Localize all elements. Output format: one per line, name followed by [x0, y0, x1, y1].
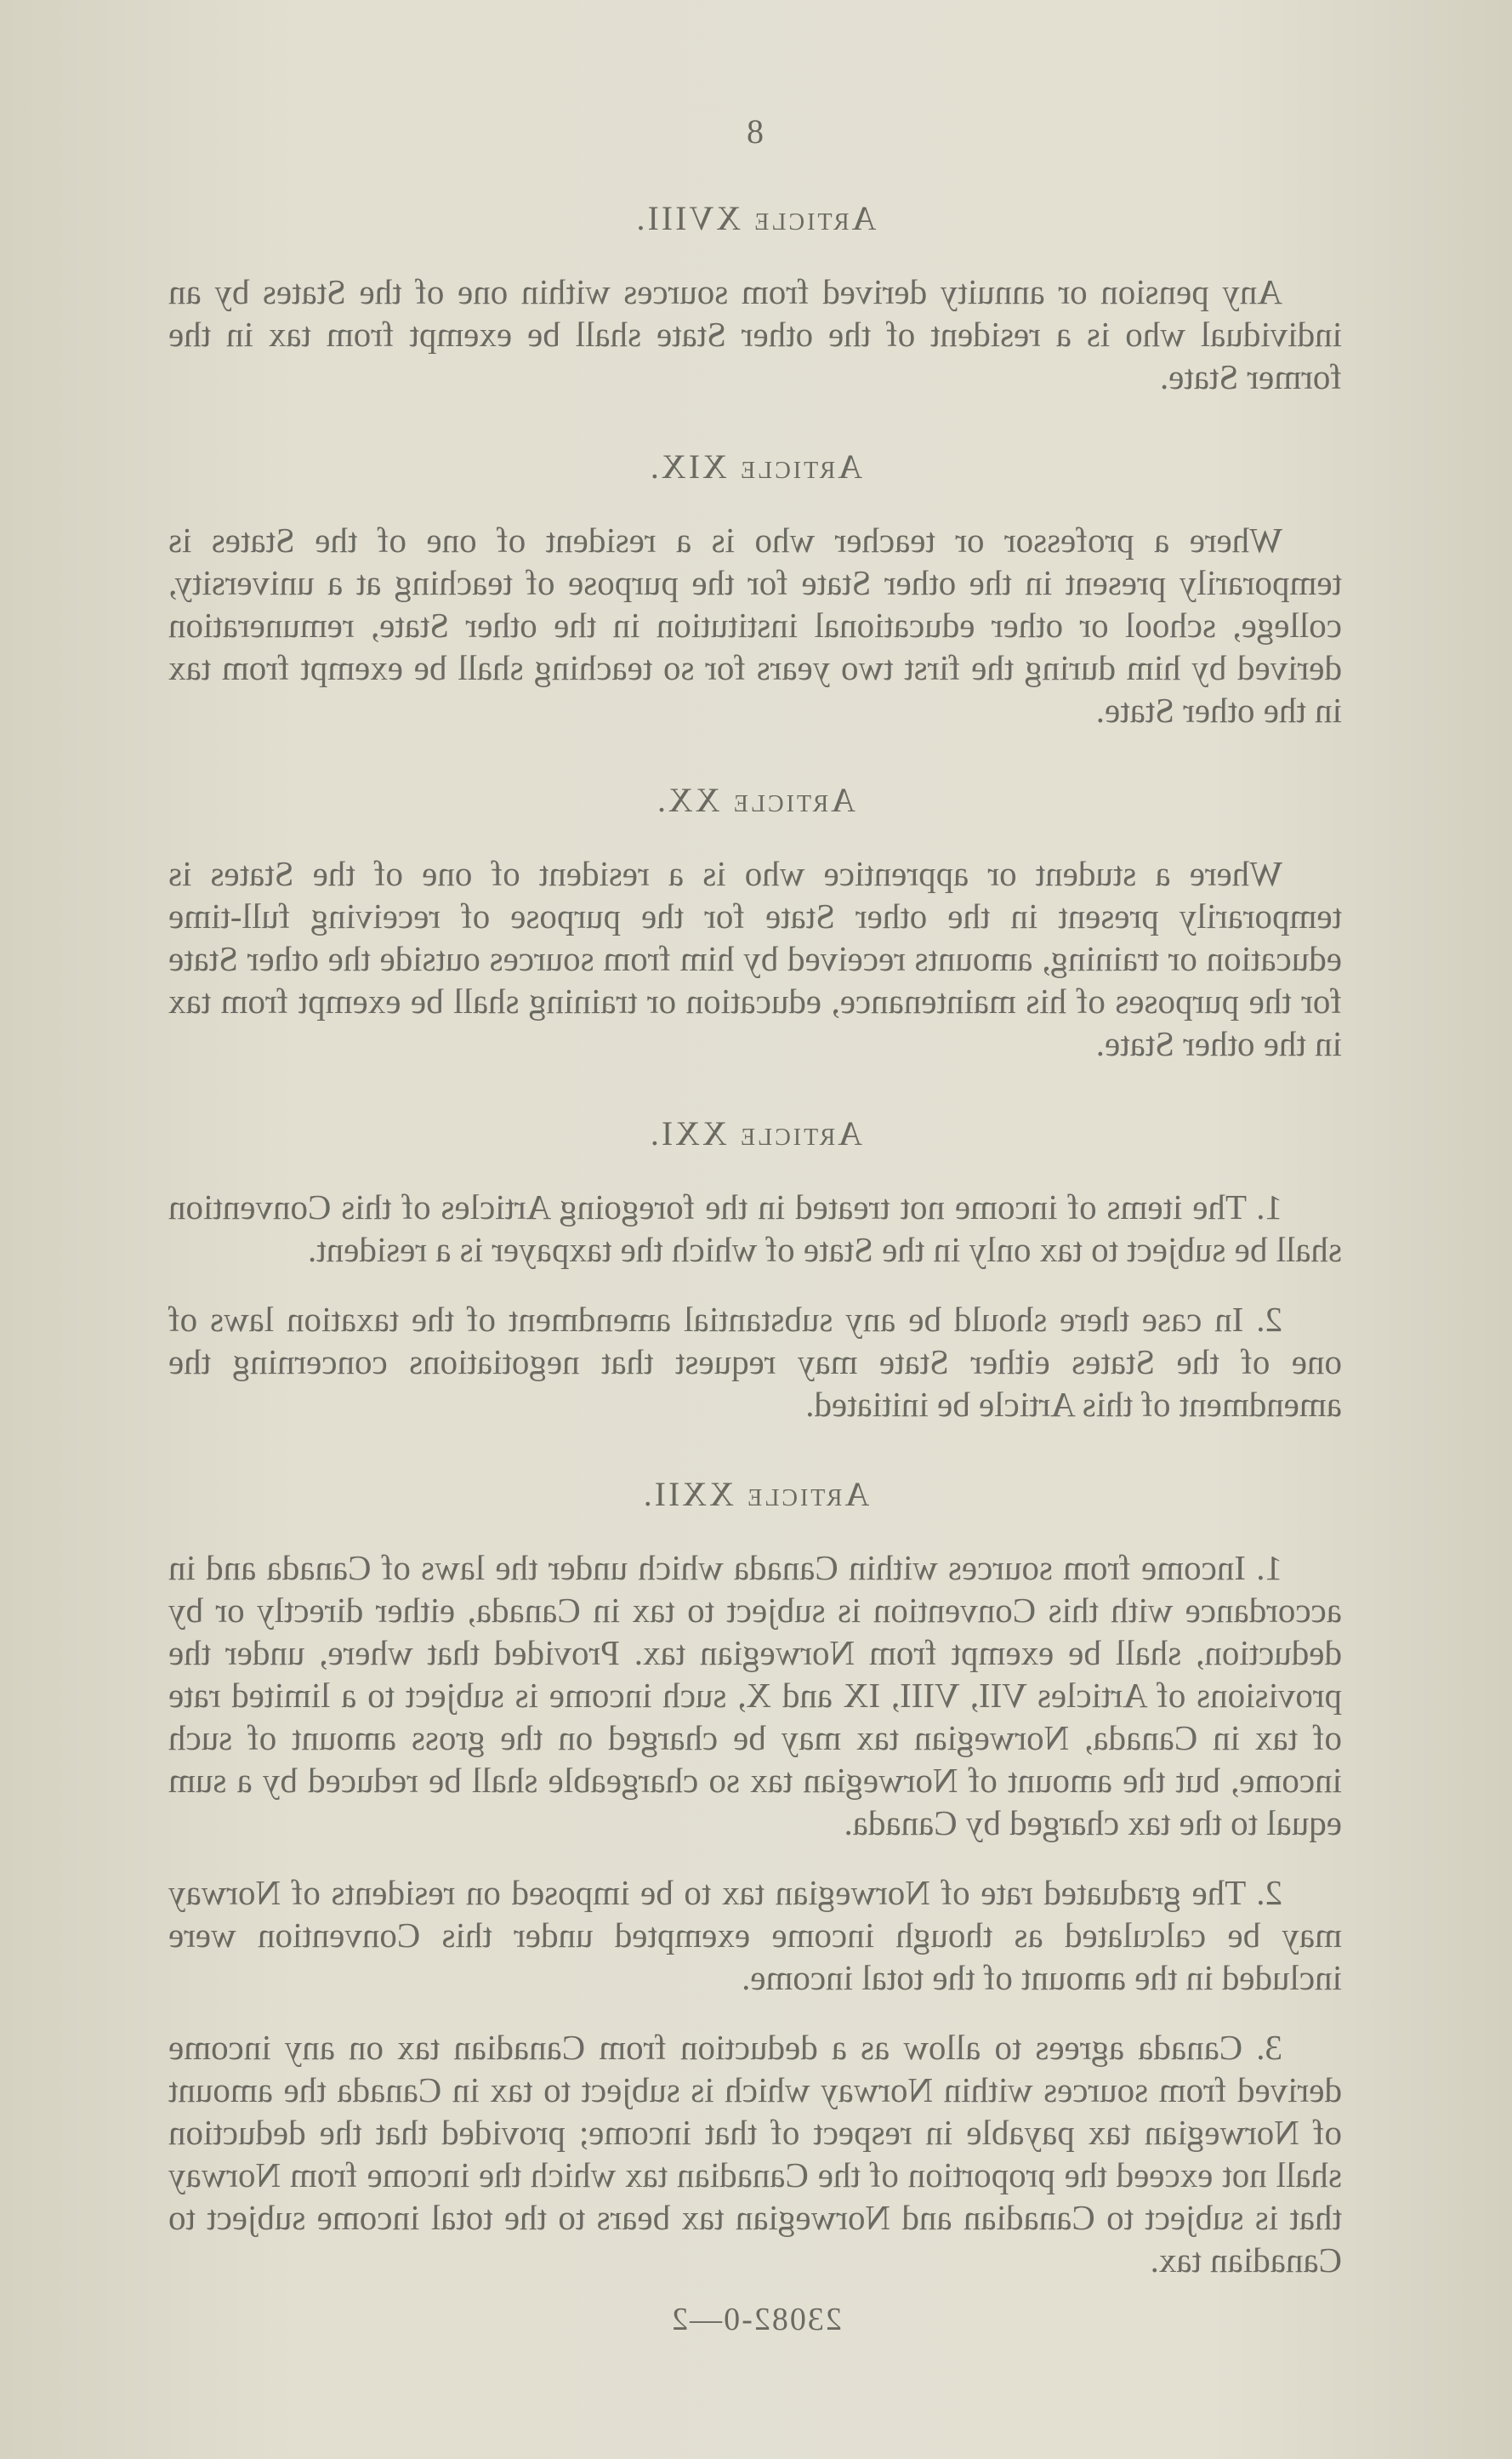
article-paragraph: Where a student or apprentice who is a resident of one of the States is temporarily present in the other State for the purpose of receiving full-time education or training, amounts received by him from sources outside the other State for the purposes of his maintenance, education or training shall be exempt from tax in the other State. — [168, 854, 1342, 1063]
text-column — [168, 111, 1342, 2329]
article-heading: Article XVIII. — [634, 199, 877, 237]
article-paragraph: Any pension or annuity derived from sources within one of the States by an individual who is a resident of the other State shall be exempt from tax in the former State. — [168, 272, 1342, 396]
article-heading: Article XX. — [655, 781, 855, 819]
article-section — [168, 197, 1342, 398]
article-section — [168, 1473, 1342, 2281]
article-paragraph: 1. Income from sources within Canada which under the laws of Canada and in accordance with this Convention is subject to tax in Canada, either directly or by deduction, shall be exempt from Norwegian tax. Provided that where, under the provisions of Articles VII, VIII, IX and X, such income is subject to a limited rate of tax in Canada, Norwegian tax may be charged on the gross amount of such income, but the amount of Norwegian tax so chargeable shall be reduced by a sum equal to the tax charged by Canada. — [168, 1548, 1342, 1842]
article-heading: Article XXI. — [647, 1114, 863, 1153]
article-section — [168, 779, 1342, 1065]
article-heading: Article XIX. — [647, 447, 863, 486]
article-paragraph: 3. Canada agrees to allow as a deduction from Canadian tax on any income derived from sources within Norway which is subject to tax in Canada the amount of Norwegian tax payable in respect of that income; provided that the deduction shall not exceed the proportion of the Canadian tax which the income from Norway that is subject to Canadian and Norwegian tax bears to the total income subject to Canadian tax. — [168, 2028, 1342, 2280]
article-section — [168, 446, 1342, 731]
article-section — [168, 1113, 1342, 1426]
page-number: 8 — [747, 112, 764, 151]
article-paragraph: Where a professor or teacher who is a resident of one of the States is temporarily present in the other State for the purpose of teaching at a university, college, school or other educational institution in the other State, remuneration derived by him during the first two years for so teaching shall be exempt from tax in the other State. — [168, 521, 1342, 730]
article-paragraph: 1. The items of income not treated in the foregoing Articles of this Convention shall be subject to tax only in the State of which the taxpayer is a resident. — [168, 1187, 1342, 1269]
article-paragraph: 2. The graduated rate of Norwegian tax to be imposed on residents of Norway may be calculated as though income exempted under this Convention were included in the amount of the total income. — [168, 1873, 1342, 1997]
article-paragraph: 2. In case there should be any substantial amendment of the taxation laws of one of the States either State may request that negotiations concerning the amendment of this Article be initiated. — [168, 1300, 1342, 1424]
article-heading: Article XXII. — [640, 1475, 870, 1513]
footer-code: 23082-0—2 — [670, 2302, 842, 2337]
